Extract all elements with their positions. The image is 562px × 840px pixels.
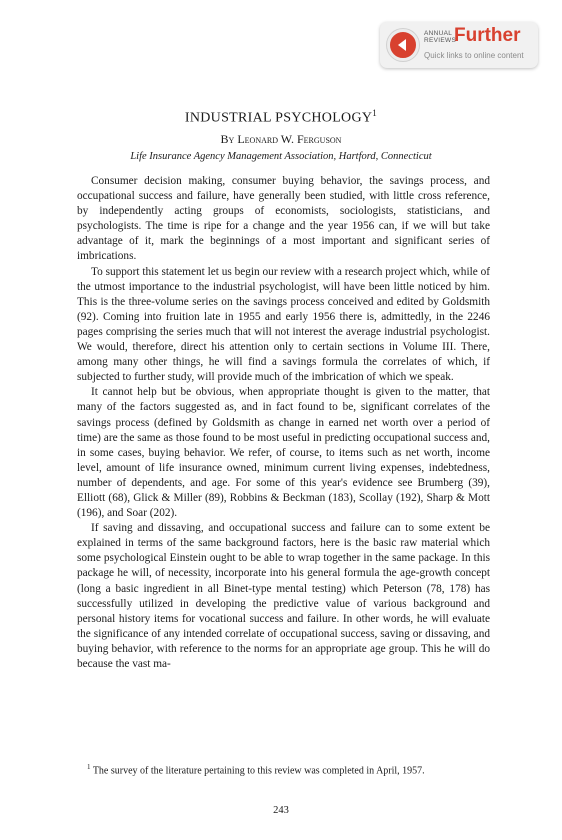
footnote <box>77 760 490 778</box>
badge-publisher-label <box>424 30 456 44</box>
title-text: INDUSTRIAL PSYCHOLOGY <box>184 110 373 126</box>
paragraph: To support this statement let us begin our review with a research project which, while of the utmost importance to the industrial psychologist, will have been little noticed by him. This is the three-volume series on the savings process conceived and edited by Goldsmith (92). Coming into fruition late in 1955 and early 1956 there is, admittedly, in the 2246 pages comprising the series much that will not interest the average industrial psychologist. We would, therefore, direct his attention only to certain sections in Volume III. There, among many other things, he will find a savings formula the correlates of which, if subjected to further study, will provide much of the imbrication of which we speak. <box>77 265 490 384</box>
article-title <box>0 108 562 127</box>
footnote-text: The survey of the literature pertaining to this review was completed in April, 1957. <box>92 765 425 777</box>
badge-line-annual: ANNUAL <box>424 30 453 37</box>
article-body <box>77 174 490 672</box>
paragraph: If saving and dissaving, and occupational success and failure can to some extent be explained in terms of the same background factors, here is the basic raw material which some psychological Einstein ought to be able to wrap together in the same package. In this package he will, of necessity, incorporate into his general formula the age-growth concept (long a basic ingredient in all Binet-type mental testing) which Peterson (78, 178) has successfully utilized in developing the predictive value of various background and personal history items for vocational success and failure. In other words, he will evaluate the significance of any intended correlate of occupational success, saving or dissaving, and buying behavior, with reference to the norms for an appropriate age group. This he will do because the vast ma- <box>77 522 490 670</box>
badge-brand: Further <box>454 25 521 46</box>
author-line <box>0 132 562 147</box>
play-arrow-icon <box>387 29 419 61</box>
paragraph: Consumer decision making, consumer buying behavior, the savings process, and occupational success and failure, have generally been studied, with little cross reference, by independently acting groups of economists, sociologists, statisticians, and psychologists. The time is ripe for a change and the year 1956 can, if we will but take advantage of it, mark the beginnings of a most important and significant series of imbrications. <box>77 175 490 263</box>
badge-line-reviews: REVIEWS <box>424 37 457 44</box>
page-number: 243 <box>273 805 289 816</box>
badge-subtitle: Quick links to online content <box>424 51 524 60</box>
annual-reviews-further-badge[interactable] <box>380 22 538 68</box>
footnote-divider <box>77 754 490 756</box>
title-footnote-mark[interactable]: 1 <box>372 108 378 118</box>
author-affiliation: Life Insurance Agency Management Association, Hartford, Connecticut <box>130 151 432 162</box>
footnote-mark: 1 <box>87 763 91 771</box>
paragraph: It cannot help but be obvious, when appropriate thought is given to the matter, that many of the factors suggested as, and in fact found to be, significant correlates of the savings process (defined by Goldsmith as change in earned net worth over a period of time) are the same as those found to be most useful in predicting occupational success and, in some cases, buying behavior. We refer, of course, to items such as net worth, income level, amount of life insurance owned, minimum current living expenses, indebtedness, number of dependents, and age. For some of this year's evidence see Brumberg (39), Elliott (68), Glick & Miller (89), Robbins & Beckman (183), Scollay (192), Sharp & Mott (196), and Soar (202). <box>77 386 490 520</box>
author-name: Leonard W. Ferguson <box>237 132 342 146</box>
author-prefix: By <box>220 132 235 146</box>
